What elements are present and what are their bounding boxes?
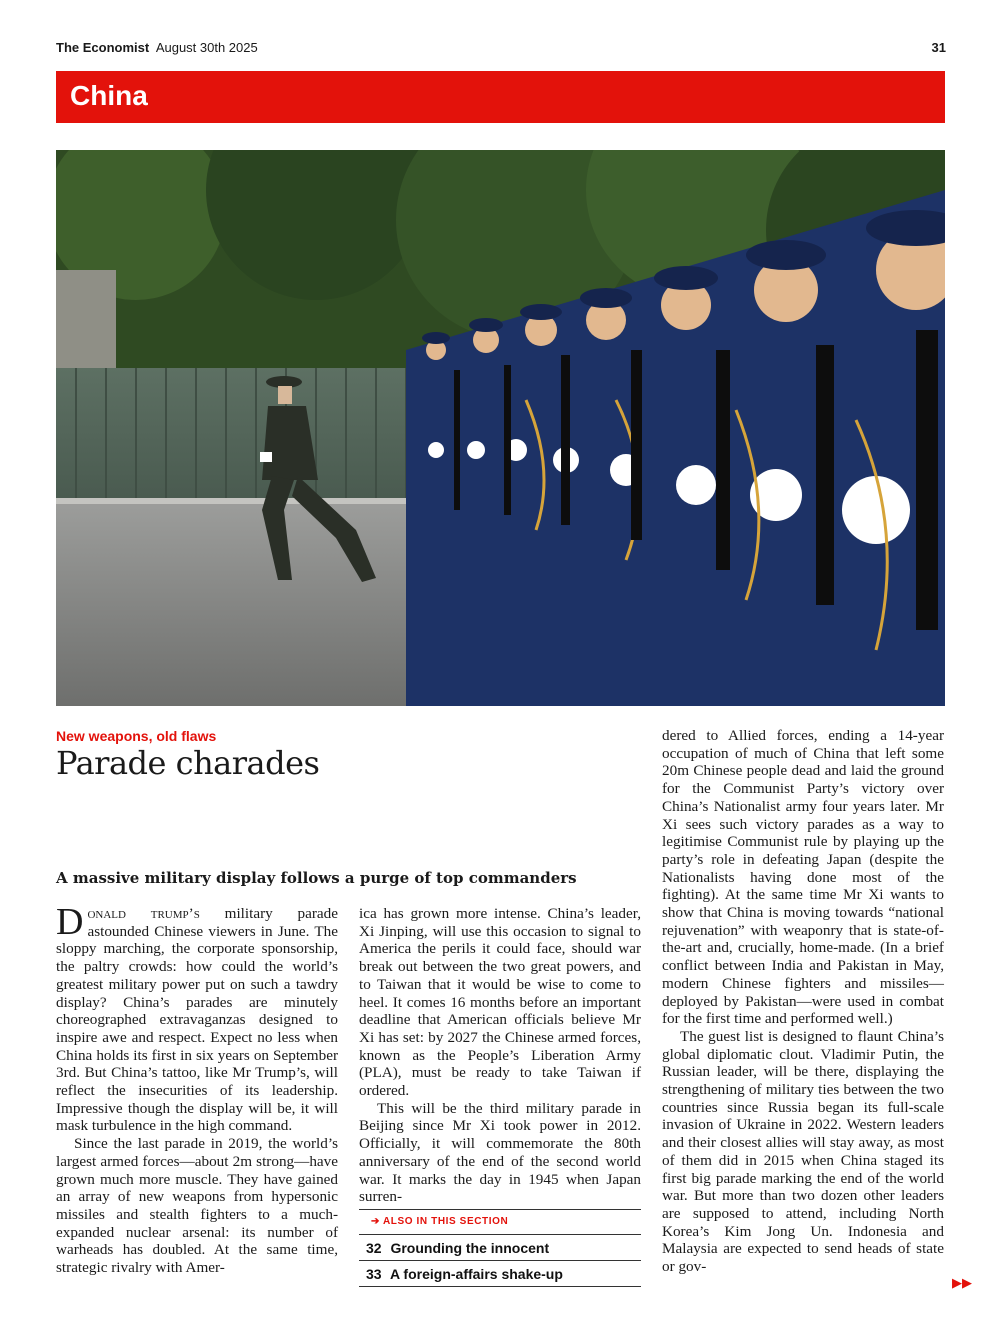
related-article-page: 32 [366, 1240, 382, 1256]
publication-name: The Economist [56, 40, 150, 55]
article-column-2 [359, 905, 641, 1206]
section-title: China [70, 80, 148, 111]
also-in-section-heading: ➔ ALSO IN THIS SECTION [359, 1209, 641, 1235]
article-paragraph: This will be the third military parade in Beijing since Mr Xi took power in 2012. Officially, it will commemorate the 80th anniversary of the end of the second world war. It marks the day in 1945 when Japan surren- [359, 1099, 641, 1206]
issue-date: August 30th 2025 [155, 40, 258, 55]
article-paragraph: dered to Allied forces, ending a 14-year occupation of much of China that left some 20m Chinese people dead and laid the ground for the Communist Party’s victory over China’s Nationalist army four years later. Mr Xi sees such victory parades as a way to legitimise Communist rule by playing up the party’s role in defeating Japan (despite the Nationalists having done most of the fighting). At the same time Mr Xi wants to show that China is moving towards “national rejuvenation” with weaponry that is state-of-the-art and, crucially, home-made. (In a brief conflict between India and Pakistan in May, modern Chinese fighters and missiles—deployed by Pakistan—were used in combat for the first time and performed well.) [662, 727, 944, 1028]
page-number: 31 [931, 40, 946, 55]
article-rubric: New weapons, old flaws [56, 728, 217, 744]
page-header [56, 40, 946, 60]
related-article-link[interactable] [359, 1235, 641, 1261]
article-column-3 [662, 727, 944, 1276]
drop-cap: D [56, 901, 84, 943]
related-article-page: 33 [366, 1266, 382, 1282]
paragraph-text: military parade astounded Chinese viewers in June. The sloppy marching, the corporate sponsorship, the paltry crowds: how could the world’s greatest military power put on such a tawdry display? China’s parades are minutely choreographed extravaganzas designed to inspire awe and respect. Expect no less when China holds its first in six years on September 3rd. But China’s tattoo, like Mr Trump’s, will reflect the insecurities of its leadership. Impressive though the display will be, it will mask turbulence in the high command. [56, 905, 338, 1135]
related-article-link[interactable] [359, 1261, 641, 1287]
article-paragraph: The guest list is designed to flaunt China’s global diplomatic clout. Vladimir Putin, the Russian leader, will be there, displaying the strengthening of military ties between the two countries since Russia began its full-scale invasion of Ukraine in 2022. Western leaders and their closest allies will stay away, as most of them did in 2015 when China staged its first big parade marking the end of the world war. But more than two dozen other leaders are supposed to attend, including North Korea’s Kim Jong Un. Indonesia and Malaysia are expected to send heads of state or gov- [662, 1027, 944, 1276]
article-paragraph: ica has grown more intense. China’s leader, Xi Jinping, will use this occasion to signal to America the perils it could face, should war break out between the two great powers, and to Taiwan that it would be wise to come to heel. It comes 16 months before an important deadline that American officials believe Mr Xi has set: by 2027 the Chinese armed forces, known as the People’s Liberation Army (PLA), must be ready to take Taiwan if ordered. [359, 905, 641, 1100]
related-article-title: Grounding the innocent [390, 1240, 550, 1256]
article-paragraph: Since the last parade in 2019, the world’s largest armed forces—about 2m strong—have grown much more muscle. They have gained an array of new weapons from hypersonic missiles and stealth fighters to a much-expanded nuclear arsenal: its number of warheads has doubled. At the same time, strategic rivalry with Amer- [56, 1135, 338, 1277]
article-photo [56, 150, 945, 706]
article-standfirst: A massive military display follows a purge of top commanders [56, 869, 577, 887]
article-headline: Parade charades [56, 744, 320, 782]
lead-in: onald trump’s [87, 905, 200, 922]
article-paragraph [56, 901, 338, 1135]
article-column-1 [56, 901, 338, 1277]
related-article-title: A foreign-affairs shake-up [389, 1266, 563, 1282]
also-in-section-box [359, 1209, 641, 1287]
section-banner [56, 71, 945, 123]
continue-arrow-icon: ▶▶ [952, 1276, 972, 1291]
